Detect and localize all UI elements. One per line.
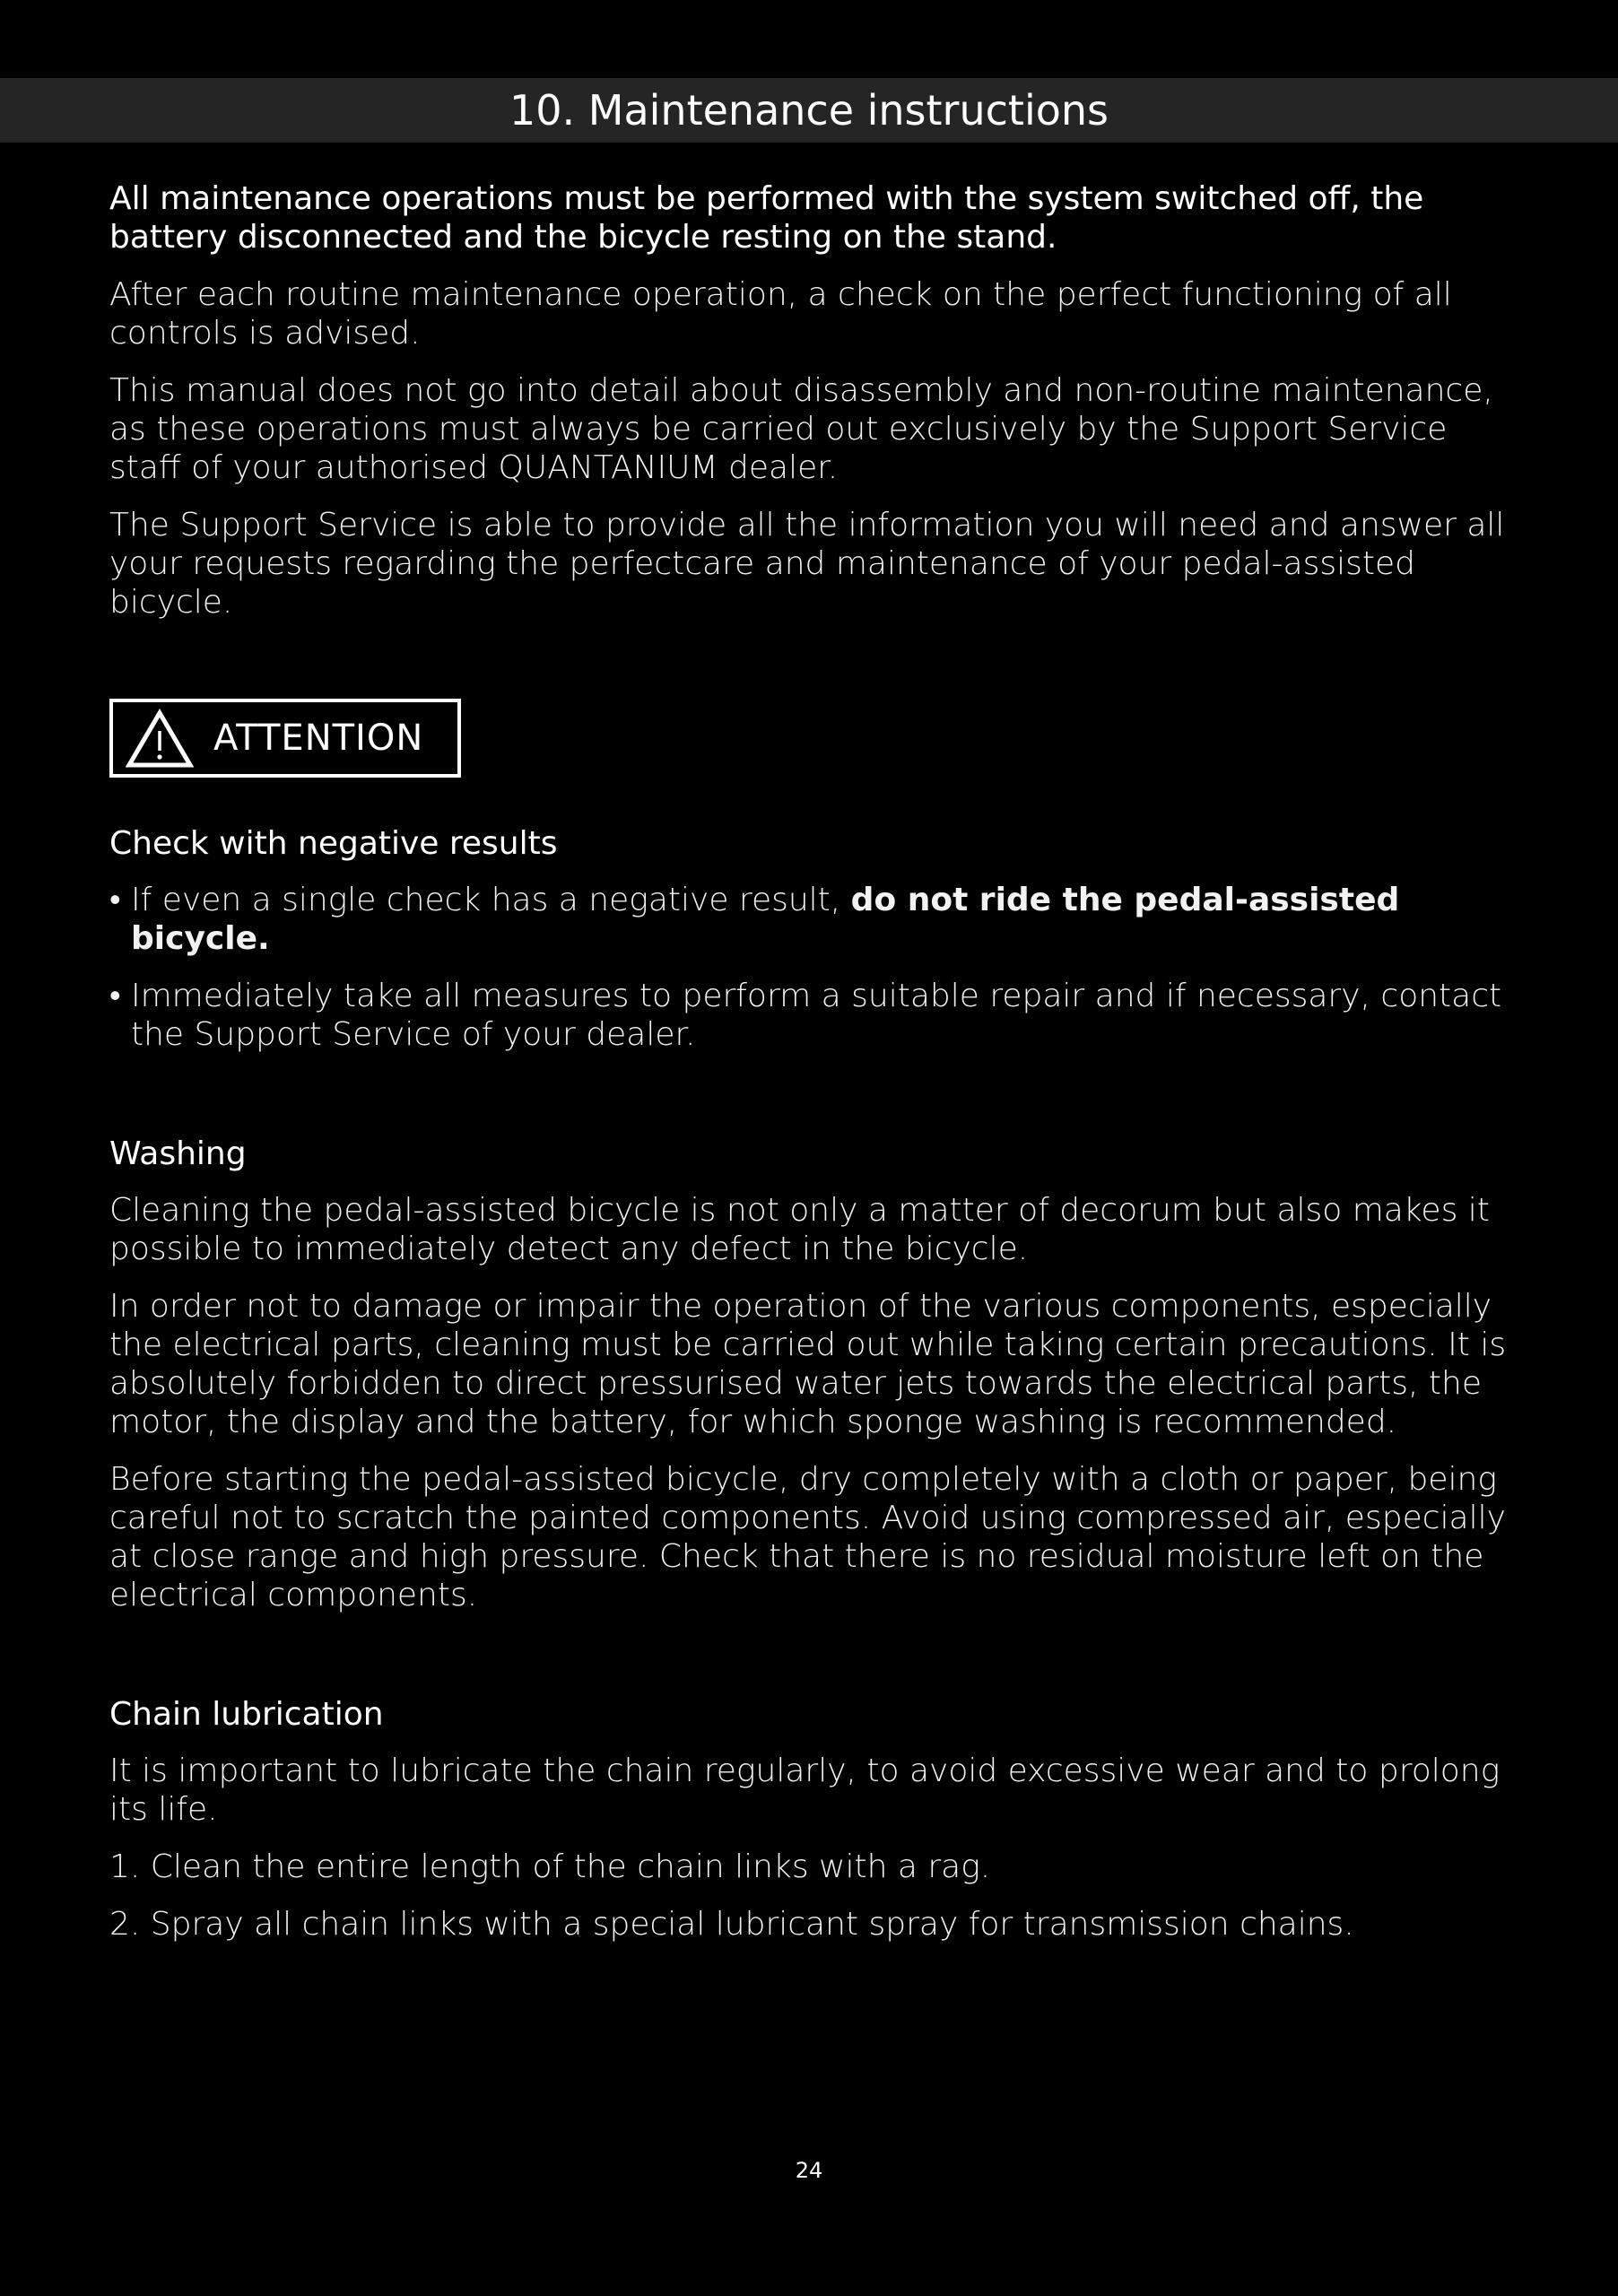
attention-label: ATTENTION [213, 718, 424, 759]
page-content [109, 179, 1509, 1962]
intro-paragraph: This manual does not go into detail about disassembly and non-routine maintenance, as these operations must always be carried out exclusively by the Support Service staff of your authorised QUANTANIUM dealer. [109, 372, 1493, 486]
intro-paragraph: After each routine maintenance operation, a check on the perfect functioning of all controls is advised. [109, 276, 1452, 352]
intro-lead: All maintenance operations must be performed with the system switched off, the battery disconnected and the bicycle resting on the stand. [109, 180, 1424, 256]
chain-heading: Chain lubrication [109, 1696, 384, 1733]
washing-heading: Washing [109, 1135, 247, 1172]
bullet-dot: • [109, 882, 121, 918]
chain-step: 1. Clean the entire length of the chain links with a rag. [109, 1848, 991, 1885]
bullet-text: Immediately take all measures to perform a suitable repair and if necessary, contact the Support Service of your dealer. [131, 978, 1502, 1053]
bullet-item [109, 881, 1509, 958]
washing-paragraph: In order not to damage or impair the operation of the various components, especially the electrical parts, cleaning must be carried out while taking certain precautions. It is absolutely forbidden to direct pressurised water jets towards the electrical parts, the motor, the display and the battery, for which sponge washing is recommended. [109, 1288, 1507, 1440]
washing-paragraph: Cleaning the pedal-assisted bicycle is not only a matter of decorum but also makes it possible to immediately detect any defect in the bicycle. [109, 1192, 1490, 1267]
bullet-text: If even a single check has a negative result, [131, 882, 851, 918]
bullet-item [109, 977, 1509, 1054]
negative-check-heading: Check with negative results [109, 825, 558, 862]
intro-paragraph: The Support Service is able to provide all the information you will need and answer all your requests regarding the perfectcare and maintenance of your pedal-assisted bicycle. [109, 507, 1505, 621]
bullet-dot: • [109, 978, 121, 1014]
chain-paragraph: It is important to lubricate the chain regularly, to avoid excessive wear and to prolong its life. [109, 1752, 1501, 1828]
page-number: 24 [795, 2158, 823, 2183]
warning-triangle-icon [126, 708, 194, 769]
section-title: 10. Maintenance instructions [509, 86, 1109, 135]
bullet-bold-text: do not ride the pedal-assisted bicycle. [131, 882, 1400, 957]
section-header [0, 78, 1618, 143]
chain-step: 2. Spray all chain links with a special lubricant spray for transmission chains. [109, 1906, 1354, 1943]
attention-box [109, 699, 461, 778]
washing-paragraph: Before starting the pedal-assisted bicycle, dry completely with a cloth or paper, being careful not to scratch the painted components. Avoid using compressed air, especially at close range and high pressure. Check that there is no residual moisture left on the electrical components. [109, 1461, 1506, 1613]
